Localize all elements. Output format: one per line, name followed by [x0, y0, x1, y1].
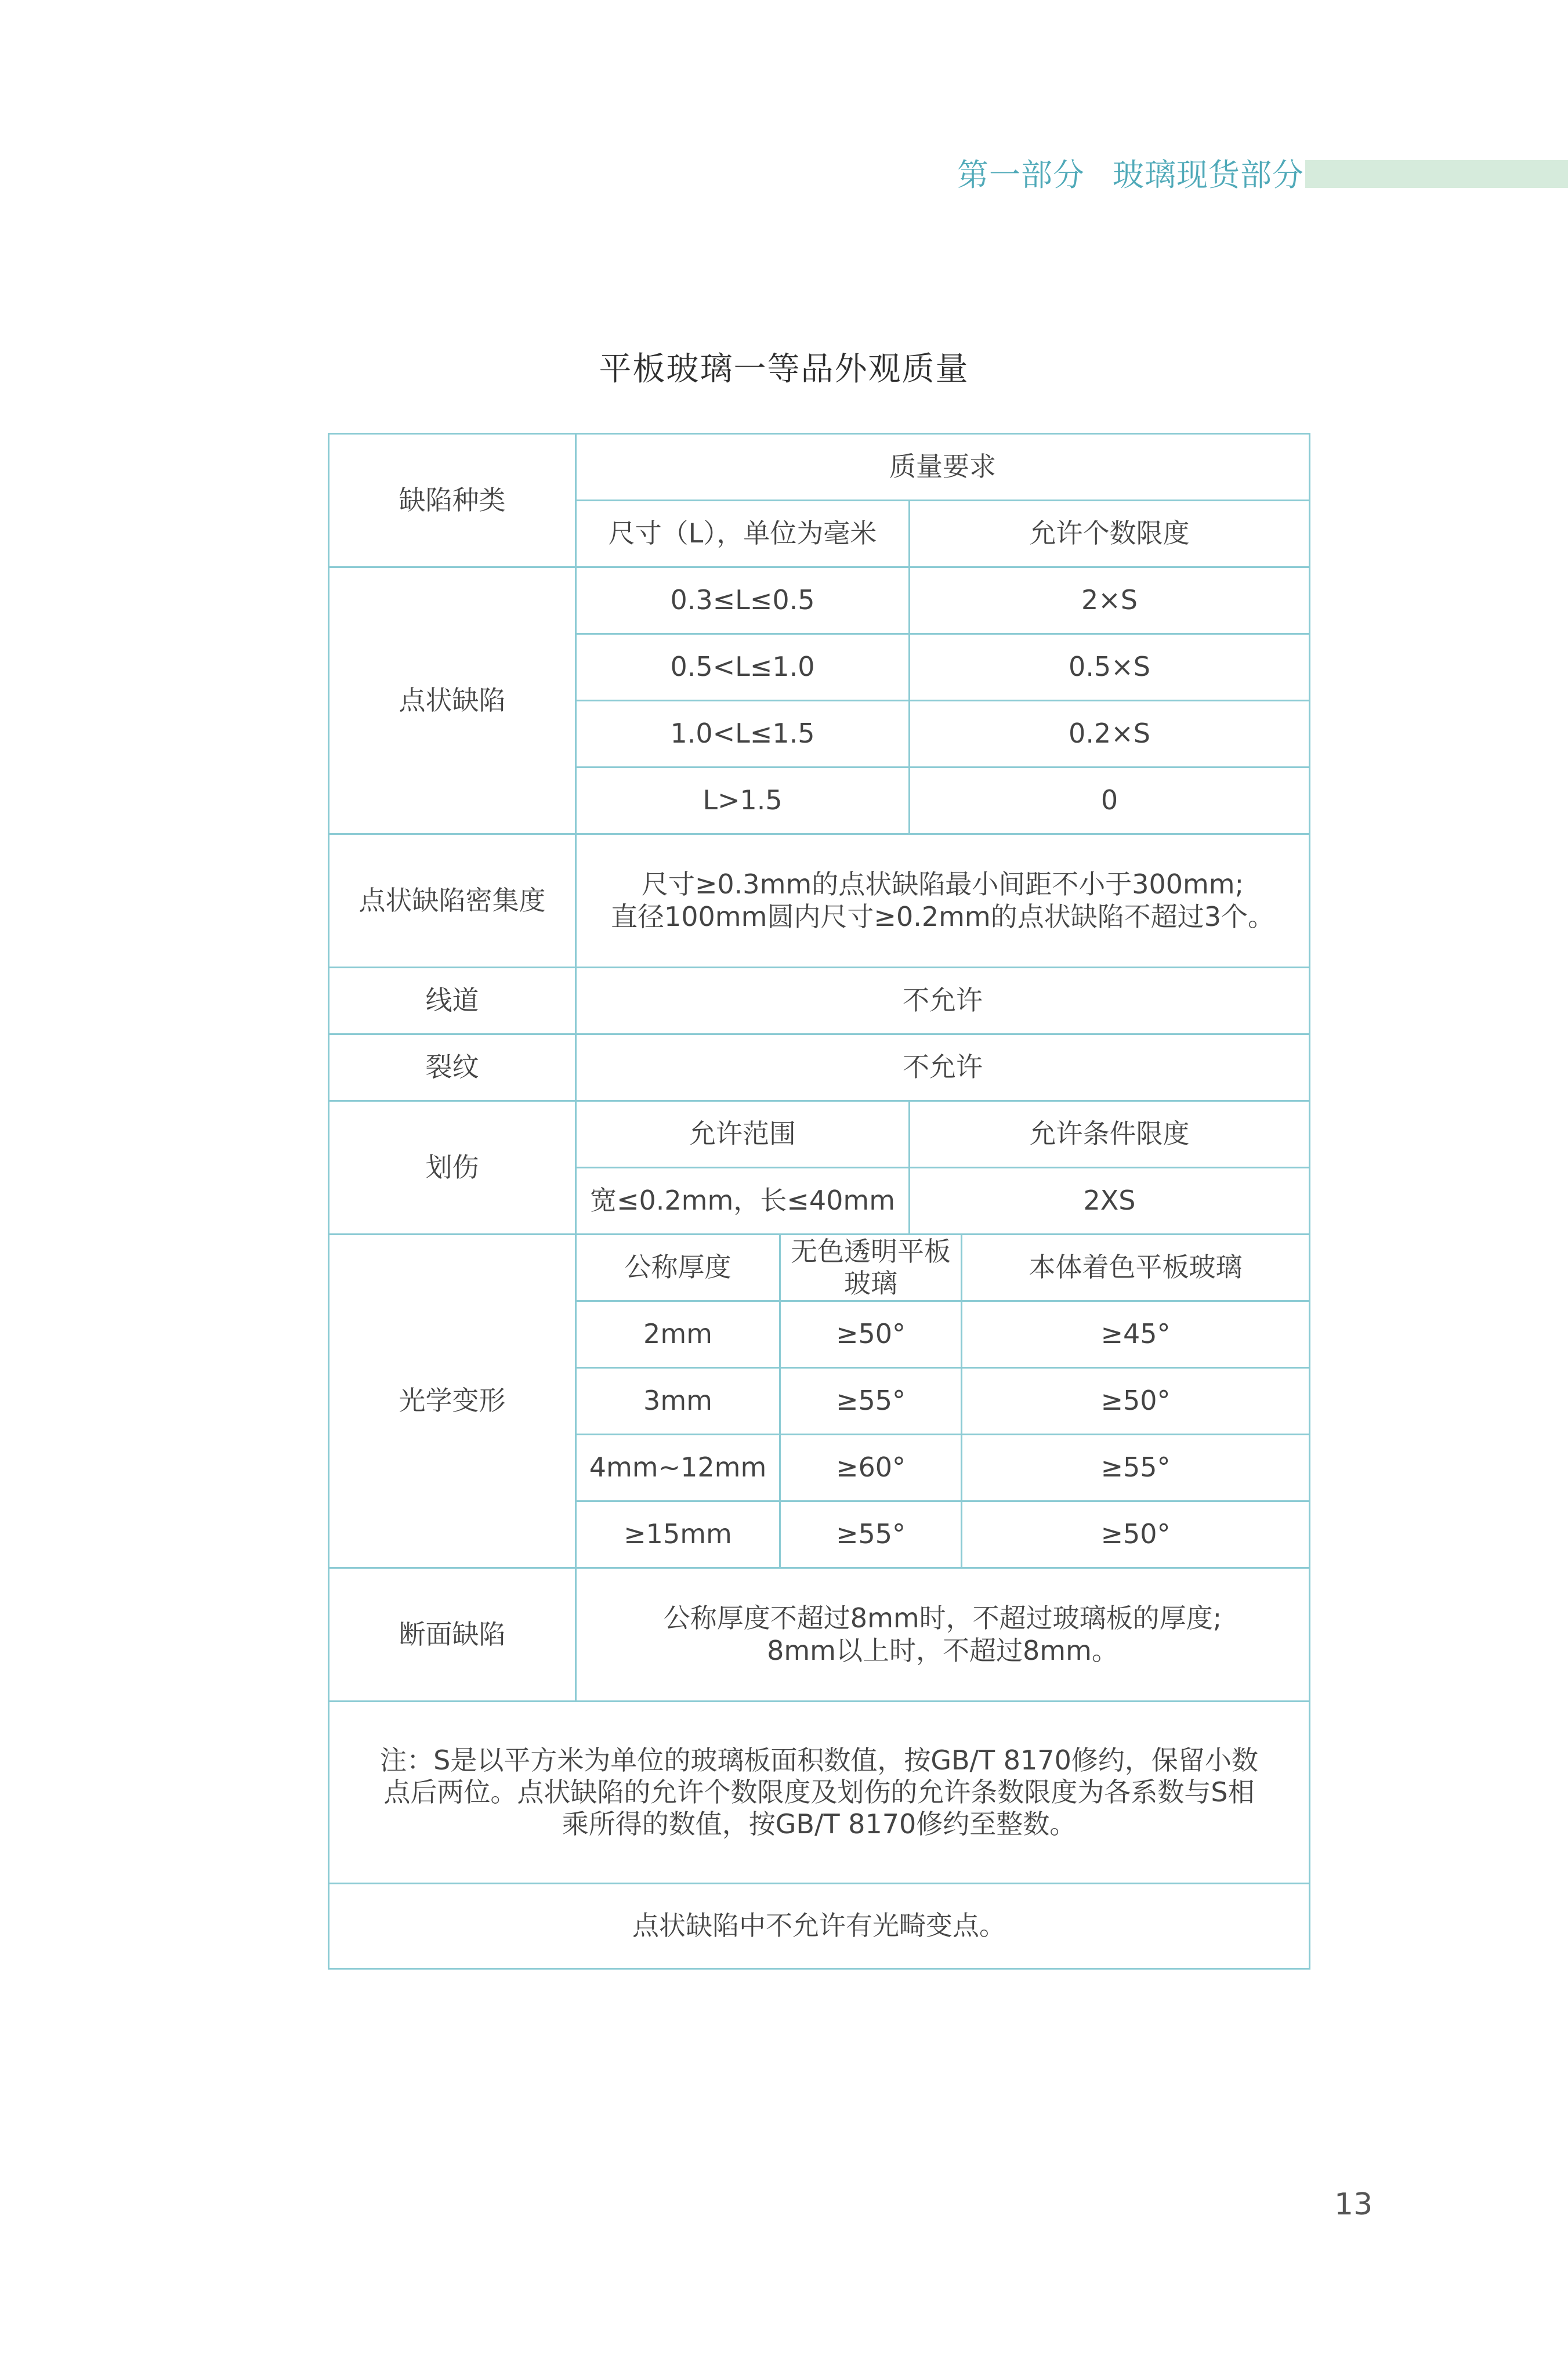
point-defect-label: 点状缺陷 — [329, 567, 576, 834]
section-defect-line: 8mm以上时，不超过8mm。 — [767, 1634, 1118, 1666]
table-note — [329, 1702, 1310, 1884]
optical-thickness: 3mm — [576, 1368, 780, 1435]
optical-label: 光学变形 — [329, 1235, 576, 1568]
optical-tinted: ≥45° — [962, 1301, 1310, 1368]
header-size: 尺寸（L），单位为毫米 — [576, 501, 910, 567]
optical-thickness-header: 公称厚度 — [576, 1235, 780, 1301]
point-defect-count: 2×S — [910, 567, 1310, 634]
table-note-optical: 点状缺陷中不允许有光畸变点。 — [329, 1884, 1310, 1969]
density-line: 尺寸≥0.3mm的点状缺陷最小间距不小于300mm; — [641, 868, 1244, 900]
optical-tinted: ≥50° — [962, 1501, 1310, 1568]
point-defect-count: 0 — [910, 768, 1310, 834]
note-line: 乘所得的数值，按GB/T 8170修约至整数。 — [562, 1808, 1077, 1840]
scratch-limit-value: 2XS — [910, 1168, 1310, 1235]
line-defect-value: 不允许 — [576, 968, 1310, 1034]
header-accent-bar — [1305, 160, 1568, 188]
section-defect-label: 断面缺陷 — [329, 1568, 576, 1702]
optical-tinted-header: 本体着色平板玻璃 — [962, 1235, 1310, 1301]
scratch-range-header: 允许范围 — [576, 1101, 910, 1168]
page-title: 平板玻璃一等品外观质量 — [599, 350, 969, 388]
optical-thickness: ≥15mm — [576, 1501, 780, 1568]
part-label: 第一部分 — [957, 156, 1085, 193]
point-defect-size: 0.5<L≤1.0 — [576, 634, 910, 701]
scratch-limit-header: 允许条件限度 — [910, 1101, 1310, 1168]
note-line: 点后两位。点状缺陷的允许个数限度及划伤的允许条数限度为各系数与S相 — [383, 1776, 1255, 1808]
point-defect-size: L>1.5 — [576, 768, 910, 834]
crack-label: 裂纹 — [329, 1034, 576, 1101]
optical-clear: ≥50° — [780, 1301, 962, 1368]
point-defect-size: 1.0<L≤1.5 — [576, 701, 910, 768]
section-header — [957, 152, 1568, 193]
point-defect-count: 0.2×S — [910, 701, 1310, 768]
note-line: 注：S是以平方米为单位的玻璃板面积数值，按GB/T 8170修约，保留小数 — [380, 1744, 1258, 1776]
section-label: 玻璃现货部分 — [1113, 156, 1304, 193]
optical-clear: ≥55° — [780, 1368, 962, 1435]
crack-value: 不允许 — [576, 1034, 1310, 1101]
optical-clear: ≥55° — [780, 1501, 962, 1568]
scratch-label: 划伤 — [329, 1101, 576, 1235]
quality-table — [328, 433, 1310, 1970]
optical-tinted: ≥50° — [962, 1368, 1310, 1435]
section-defect-line: 公称厚度不超过8mm时，不超过玻璃板的厚度; — [663, 1602, 1222, 1634]
point-defect-count: 0.5×S — [910, 634, 1310, 701]
page-number: 13 — [1334, 2187, 1373, 2222]
optical-tinted: ≥55° — [962, 1435, 1310, 1501]
section-header-text — [957, 150, 1304, 195]
optical-thickness: 4mm~12mm — [576, 1435, 780, 1501]
header-defect-type: 缺陷种类 — [329, 434, 576, 567]
optical-thickness: 2mm — [576, 1301, 780, 1368]
header-count-limit: 允许个数限度 — [910, 501, 1310, 567]
scratch-range-value: 宽≤0.2mm，长≤40mm — [576, 1168, 910, 1235]
optical-clear-header: 无色透明平板玻璃 — [780, 1235, 962, 1301]
density-label: 点状缺陷密集度 — [329, 834, 576, 968]
optical-clear: ≥60° — [780, 1435, 962, 1501]
header-quality-requirement: 质量要求 — [576, 434, 1310, 501]
section-defect-requirement — [576, 1568, 1310, 1702]
point-defect-size: 0.3≤L≤0.5 — [576, 567, 910, 634]
density-requirement — [576, 834, 1310, 968]
density-line: 直径100mm圆内尺寸≥0.2mm的点状缺陷不超过3个。 — [610, 900, 1274, 932]
line-defect-label: 线道 — [329, 968, 576, 1034]
